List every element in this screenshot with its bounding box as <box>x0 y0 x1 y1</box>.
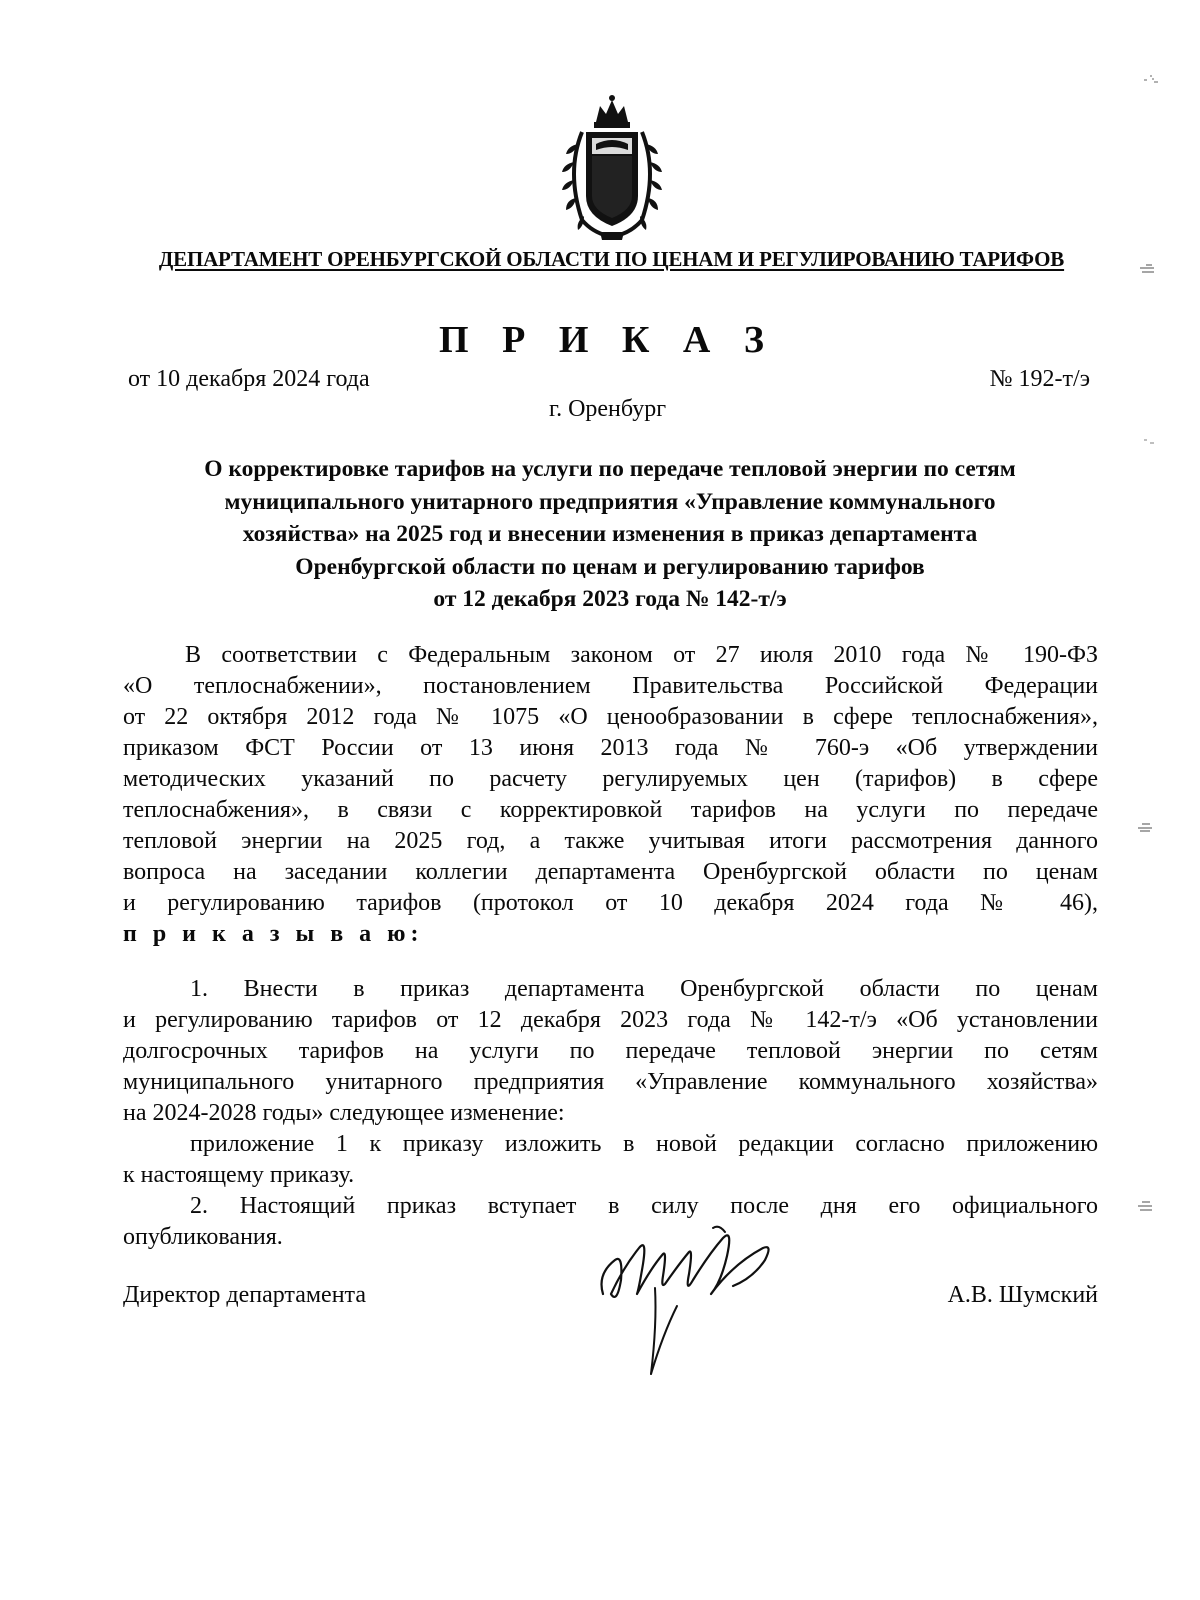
signatory-name: А.В. Шумский <box>947 1282 1098 1308</box>
scan-speck-icon <box>1138 262 1158 276</box>
item-line: муниципального унитарного предприятия «Управление коммунального хозяйства» <box>123 1069 1098 1095</box>
preamble-line: В соответствии с Федеральным законом от 27 июля 2010 года № 190-ФЗ <box>185 642 1098 668</box>
decree-word: п р и к а з ы в а ю: <box>123 921 424 947</box>
preamble-line: от 22 октября 2012 года № 1075 «О ценообразовании в сфере теплоснабжения», <box>123 704 1098 730</box>
order-city: г. Оренбург <box>548 396 667 422</box>
preamble-line: методических указаний по расчету регулируемых цен (тарифов) в сфере <box>123 766 1098 792</box>
item-line: 1. Внести в приказ департамента Оренбургской области по ценам <box>190 976 1098 1002</box>
item-line: к настоящему приказу. <box>123 1162 355 1188</box>
item-line: опубликования. <box>123 1224 283 1250</box>
preamble-paragraph <box>123 640 1098 950</box>
item-line: долгосрочных тарифов на услуги по передаче тепловой энергии по сетям <box>123 1038 1098 1064</box>
preamble-line: теплоснабжения», в связи с корректировкой тарифов на услуги по передаче <box>123 797 1098 823</box>
preamble-line: вопроса на заседании коллегии департамента Оренбургской области по ценам <box>123 859 1098 885</box>
order-title: П Р И К А З <box>439 319 776 361</box>
preamble-line: и регулированию тарифов (протокол от 10 декабря 2024 года № 46), <box>123 890 1098 916</box>
department-name: ДЕПАРТАМЕНТ ОРЕНБУРГСКОЙ ОБЛАСТИ ПО ЦЕНАМ И РЕГУЛИРОВАНИЮ ТАРИФОВ <box>158 247 1065 271</box>
order-items <box>123 974 1098 1253</box>
subject-line: Оренбургской области по ценам и регулированию тарифов <box>295 553 925 580</box>
signature-block <box>123 1282 1098 1402</box>
scan-speck-icon <box>1136 820 1156 834</box>
subject-line: муниципального унитарного предприятия «Управление коммунального <box>224 488 996 515</box>
order-number: № 192-т/э <box>989 366 1090 392</box>
scan-speck-icon <box>1140 434 1160 448</box>
preamble-line: приказом ФСТ России от 13 июня 2013 года № 760-э «Об утверждении <box>123 735 1098 761</box>
handwritten-signature-icon <box>593 1224 793 1384</box>
signatory-position: Директор департамента <box>123 1282 366 1308</box>
item-line: приложение 1 к приказу изложить в новой редакции согласно приложению <box>190 1131 1098 1157</box>
preamble-line: «О теплоснабжении», постановлением Правительства Российской Федерации <box>123 673 1098 699</box>
order-subject <box>130 453 1090 616</box>
order-date: от 10 декабря 2024 года <box>128 366 370 392</box>
scan-speck-icon <box>1136 1200 1156 1214</box>
item-line: на 2024-2028 годы» следующее изменение: <box>123 1100 565 1126</box>
preamble-line: тепловой энергии на 2025 год, а также учитывая итоги рассмотрения данного <box>123 828 1098 854</box>
subject-line: О корректировке тарифов на услуги по передаче тепловой энергии по сетям <box>204 456 1016 482</box>
coat-of-arms-icon <box>552 92 672 242</box>
item-line: 2. Настоящий приказ вступает в силу после дня его официального <box>190 1193 1098 1219</box>
item-line: и регулированию тарифов от 12 декабря 2023 года № 142-т/э «Об установлении <box>123 1007 1098 1033</box>
scan-speck-icon <box>1142 72 1162 86</box>
subject-line: от 12 декабря 2023 года № 142-т/э <box>433 586 787 612</box>
subject-line: хозяйства» на 2025 год и внесении изменения в приказ департамента <box>242 521 978 547</box>
